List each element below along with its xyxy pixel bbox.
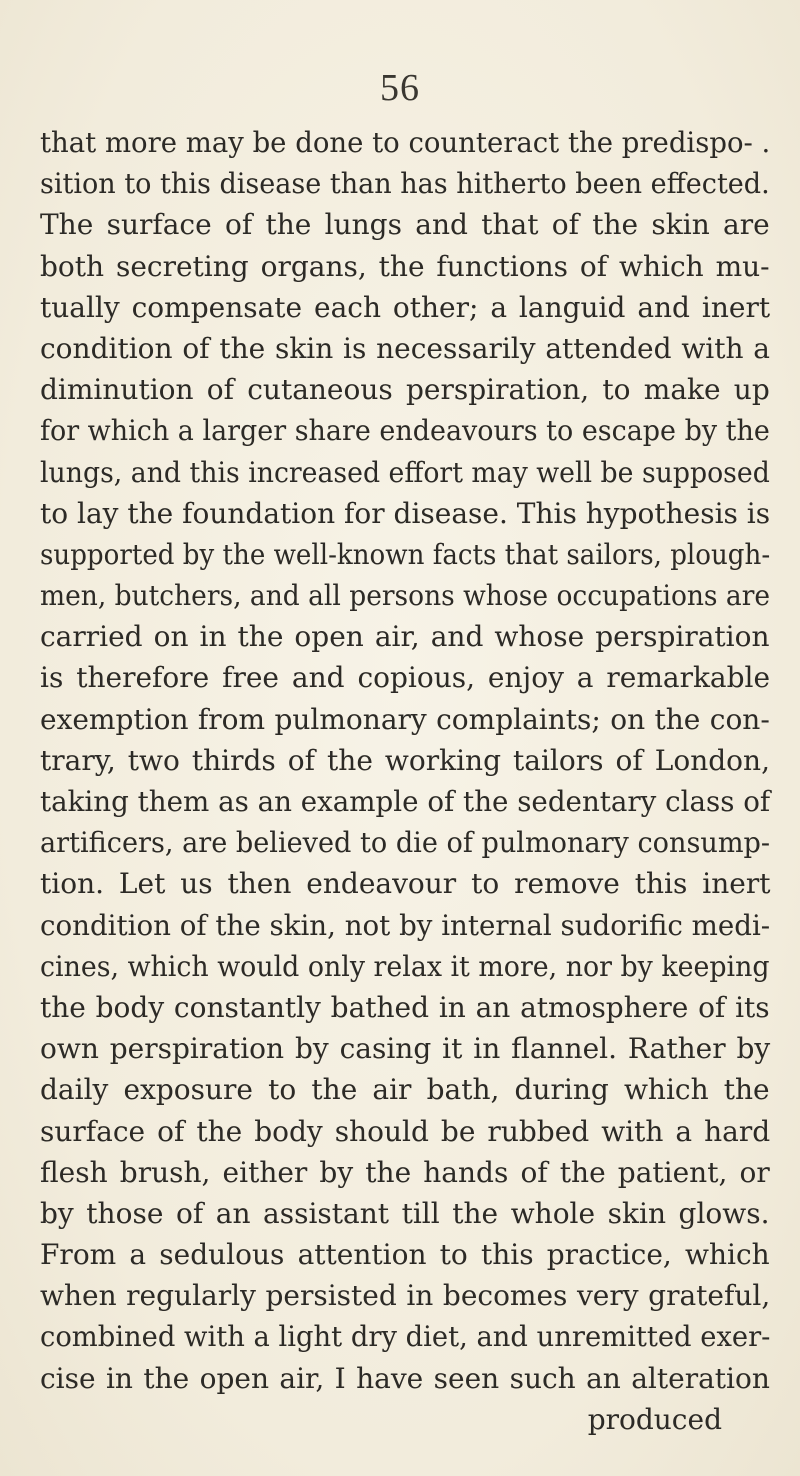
text-line: tually compensate each other; a languid and inert bbox=[40, 290, 771, 324]
text-line: lungs, and this increased effort may well be supposed bbox=[40, 455, 770, 489]
text-line: taking them as an example of the sedentary class of bbox=[40, 785, 771, 818]
text-line: exemption from pulmonary complaints; on the con- bbox=[40, 702, 770, 736]
text-line: combined with a light dry diet, and unremitted exer- bbox=[40, 1320, 771, 1354]
text-line: cise in the open air, I have seen such an alteration bbox=[40, 1361, 770, 1395]
text-line: flesh brush, either by the hands of the patient, or bbox=[40, 1155, 770, 1189]
text-line: to lay the foundation for disease. This hypothesis is bbox=[40, 496, 771, 530]
text-line: condition of the skin is necessarily attended with a bbox=[40, 331, 770, 365]
text-line: that more may be done to counteract the predispo- . bbox=[40, 126, 771, 159]
text-line: carried on in the open air, and whose perspiration bbox=[40, 620, 770, 654]
catchword: produced bbox=[587, 1402, 722, 1436]
text-line: by those of an assistant till the whole skin glows. bbox=[40, 1196, 770, 1230]
text-line: sition to this disease than has hitherto been effected. bbox=[40, 167, 770, 201]
text-line: is therefore free and copious, enjoy a remarkable bbox=[40, 661, 771, 695]
text-line: the body constantly bathed in an atmosphere of its bbox=[40, 990, 770, 1024]
text-line: when regularly persisted in becomes very grateful, bbox=[40, 1279, 771, 1313]
text-line: surface of the body should be rubbed with a hard bbox=[40, 1114, 771, 1148]
text-line: cines, which would only relax it more, nor by keeping bbox=[40, 949, 770, 983]
text-line: for which a larger share endeavours to escape by the bbox=[40, 414, 770, 448]
text-line: own perspiration by casing it in flannel. Rather by bbox=[40, 1032, 771, 1066]
text-line: diminution of cutaneous perspiration, to make up bbox=[40, 373, 770, 407]
text-line: men, butchers, and all persons whose occupations are bbox=[40, 579, 771, 613]
text-line: supported by the well-known facts that sailors, plough- bbox=[40, 537, 771, 571]
text-line: trary, two thirds of the working tailors of London, bbox=[40, 743, 770, 777]
body-text bbox=[40, 122, 770, 1440]
page-number: 56 bbox=[380, 67, 420, 109]
text-line: The surface of the lungs and that of the skin are bbox=[40, 208, 770, 242]
text-line: From a sedulous attention to this practice, which bbox=[40, 1238, 770, 1272]
text-line: tion. Let us then endeavour to remove this inert bbox=[40, 867, 771, 901]
text-line: condition of the skin, not by internal sudorific medi- bbox=[40, 908, 771, 942]
text-line: daily exposure to the air bath, during which the bbox=[40, 1073, 770, 1107]
text-line: both secreting organs, the functions of which mu- bbox=[40, 249, 770, 283]
text-line: artificers, are believed to die of pulmonary consump- bbox=[40, 826, 771, 860]
